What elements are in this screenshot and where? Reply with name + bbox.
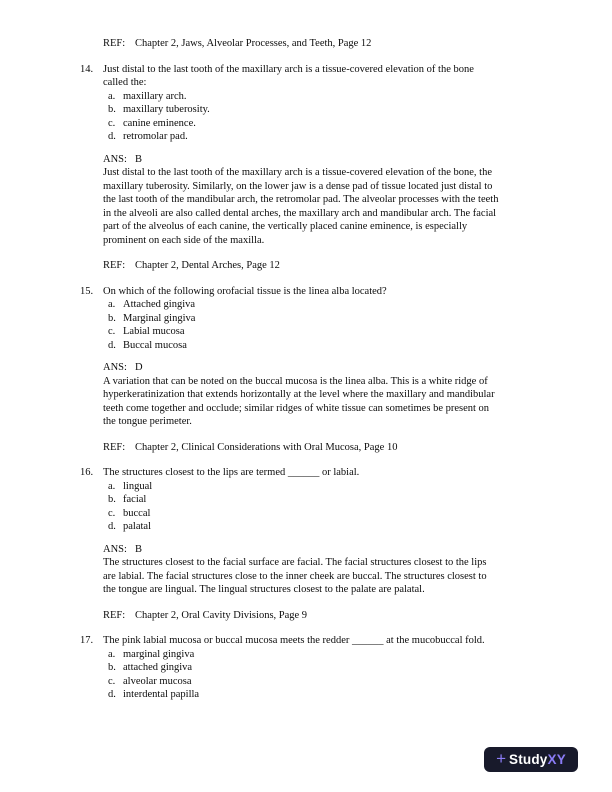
option-letter: a. — [108, 90, 116, 102]
reference-label: REF: — [103, 260, 126, 271]
answer-line — [103, 361, 572, 375]
answer-line — [103, 543, 572, 557]
answer-block — [103, 361, 572, 429]
option-text: palatal — [123, 521, 151, 532]
explanation-line: A variation that can be noted on the buccal mucosa is the linea alba. This is a white ridge of — [103, 375, 488, 387]
reference-label: REF: — [103, 38, 126, 49]
studyxy-logo-badge — [484, 747, 578, 772]
answer-label: ANS: — [103, 153, 127, 165]
option-letter: a. — [108, 299, 116, 310]
explanation-line: are labial. The facial structures close to the inner cheek are buccal. The structures closest to — [103, 570, 487, 582]
question-stem-line: The structures closest to the lips are termed ______ or labial. — [103, 467, 360, 478]
explanation-line: The structures closest to the facial surface are facial. The facial structures closest to the lips — [103, 557, 487, 568]
answer-option — [103, 480, 572, 494]
reference-label: REF: — [103, 609, 126, 621]
reference-label: REF: — [103, 441, 126, 453]
answer-letter: B — [135, 543, 143, 555]
question-17 — [80, 634, 572, 702]
logo-text-study: Study — [509, 752, 548, 767]
answer-option — [103, 648, 572, 662]
reference-line — [103, 37, 572, 51]
reference-line — [103, 441, 572, 455]
option-letter: b. — [108, 494, 116, 505]
reference-line — [103, 259, 572, 273]
explanation-line: in the alveoli are also called dental arches, the maxillary arch and mandibular arch. The facial — [103, 207, 497, 219]
explanation-line: teeth come together and occlude; similar ridges of white tissue can sometimes be present on — [103, 402, 490, 414]
answer-option — [103, 339, 572, 353]
answer-line — [103, 153, 572, 167]
answer-option — [103, 520, 572, 534]
answer-option — [103, 325, 572, 339]
answer-block — [103, 153, 572, 248]
option-letter: a. — [108, 480, 116, 492]
question-number: 17. — [80, 635, 94, 646]
option-text: retromolar pad. — [123, 131, 188, 142]
option-text: marginal gingiva — [123, 648, 195, 660]
explanation-line: part of the alveolus of each canine, the vertically placed canine eminence, is especially — [103, 221, 468, 232]
answer-option — [103, 688, 572, 702]
reference-line — [103, 609, 572, 623]
answer-letter: D — [135, 362, 143, 373]
answer-label: ANS: — [103, 362, 127, 373]
plus-icon: + — [496, 749, 506, 768]
option-text: canine eminence. — [123, 117, 196, 129]
explanation-line: the tongue are lingual. The lingual structures closest to the palate are palatal. — [103, 584, 425, 595]
answer-option — [103, 117, 572, 131]
answer-option — [103, 130, 572, 144]
explanation-line: the tongue perimeter. — [103, 416, 192, 427]
option-letter: d. — [108, 521, 116, 532]
answer-option — [103, 298, 572, 312]
option-text: Attached gingiva — [123, 299, 196, 310]
reference-text: Chapter 2, Oral Cavity Divisions, Page 9 — [135, 609, 308, 621]
question-stem-line: The pink labial mucosa or buccal mucosa meets the redder ______ at the mucobuccal fold. — [103, 635, 485, 646]
option-letter: d. — [108, 131, 116, 142]
explanation-line: the last tooth of the mandibular arch, the retromolar pad. The alveolar processes with the teeth — [103, 194, 499, 205]
answer-block — [103, 543, 572, 597]
answer-option — [103, 675, 572, 689]
option-text: Buccal mucosa — [123, 339, 187, 351]
answer-letter: B — [135, 153, 143, 165]
logo-text-xy: XY — [547, 752, 566, 767]
question-number: 14. — [80, 63, 94, 75]
option-text: buccal — [123, 507, 151, 519]
document-content — [80, 37, 572, 702]
answer-option — [103, 661, 572, 675]
option-text: Marginal gingiva — [123, 312, 196, 324]
option-letter: d. — [108, 689, 116, 700]
explanation-line: Just distal to the last tooth of the maxillary arch is a tissue-covered elevation of the bone, the — [103, 167, 492, 178]
reference-text: Chapter 2, Dental Arches, Page 12 — [135, 260, 280, 271]
question-14 — [80, 63, 572, 144]
option-letter: c. — [108, 675, 116, 687]
option-text: attached gingiva — [123, 662, 193, 673]
reference-text: Chapter 2, Clinical Considerations with Oral Mucosa, Page 10 — [135, 441, 398, 453]
option-letter: c. — [108, 507, 116, 519]
answer-option — [103, 90, 572, 104]
option-letter: a. — [108, 648, 116, 660]
question-15 — [80, 285, 572, 353]
option-letter: d. — [108, 339, 116, 351]
option-letter: c. — [108, 326, 116, 337]
explanation-line: prominent on each side of the maxilla. — [103, 234, 265, 246]
question-number: 15. — [80, 285, 94, 297]
answer-label: ANS: — [103, 543, 127, 555]
answer-option — [103, 493, 572, 507]
explanation-line: maxillary tuberosity. Similarly, on the lower jaw is a dense pad of tissue located just distal to — [103, 180, 493, 192]
answer-option — [103, 103, 572, 117]
option-text: Labial mucosa — [123, 326, 185, 337]
option-letter: b. — [108, 662, 116, 673]
answer-option — [103, 312, 572, 326]
explanation-line: hyperkeratinization that extends horizontally at the level where the maxillary and mandibular — [103, 389, 495, 400]
option-letter: b. — [108, 312, 116, 324]
question-16 — [80, 466, 572, 534]
logo-wordmark — [509, 752, 566, 767]
question-stem-line: On which of the following orofacial tissue is the linea alba located? — [103, 285, 387, 297]
option-text: lingual — [123, 480, 153, 492]
option-text: maxillary tuberosity. — [123, 104, 210, 115]
option-letter: b. — [108, 104, 116, 115]
option-text: facial — [123, 494, 147, 505]
option-text: interdental papilla — [123, 689, 200, 700]
option-text: alveolar mucosa — [123, 675, 192, 687]
answer-option — [103, 507, 572, 521]
option-letter: c. — [108, 117, 116, 129]
question-stem-line: Just distal to the last tooth of the maxillary arch is a tissue-covered elevation of the bone — [103, 63, 474, 75]
question-number: 16. — [80, 467, 94, 478]
reference-text: Chapter 2, Jaws, Alveolar Processes, and Teeth, Page 12 — [135, 38, 372, 49]
option-text: maxillary arch. — [123, 90, 187, 102]
question-stem-line: called the: — [103, 77, 147, 88]
